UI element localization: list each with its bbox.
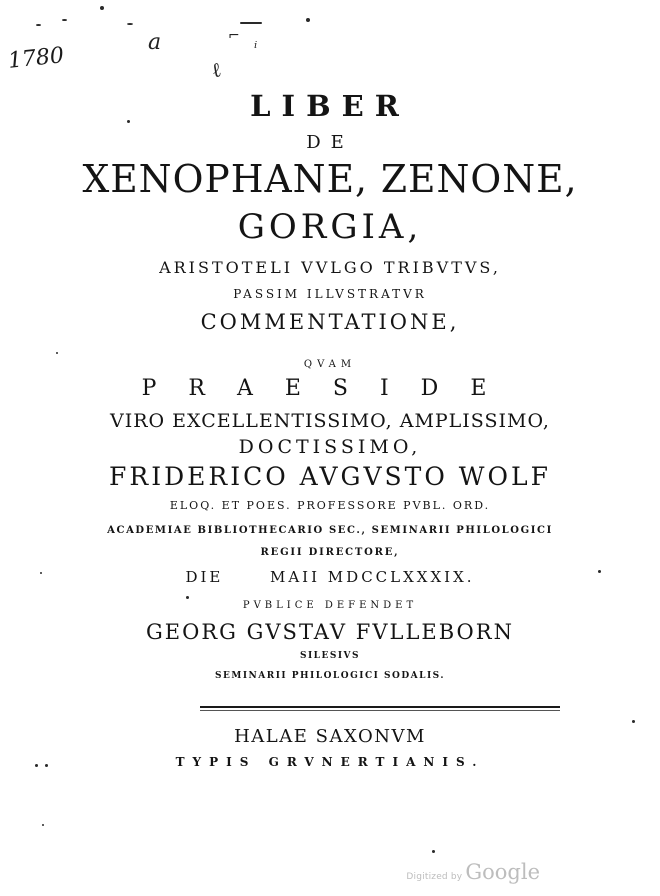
ink-speck bbox=[56, 352, 58, 354]
title-xenophane-zenone: XENOPHANE, ZENONE, bbox=[82, 157, 578, 201]
praeside-line: PRAESIDE bbox=[141, 376, 519, 401]
quam-line: QVAM bbox=[303, 359, 357, 370]
doctissimo-line: DOCTISSIMO, bbox=[238, 436, 422, 458]
ink-speck bbox=[42, 824, 44, 826]
google-logo: Google bbox=[465, 860, 540, 884]
praeses-title-3: REGII DIRECTORE, bbox=[260, 547, 400, 558]
ink-speck bbox=[240, 22, 262, 24]
ink-speck bbox=[306, 18, 310, 22]
praeses-title-2: ACADEMIAE BIBLIOTHECARIO SEC., SEMINARII PHILOLOGICI bbox=[107, 525, 553, 536]
title-liber: LIBER bbox=[250, 89, 410, 123]
title-de: DE bbox=[306, 132, 354, 153]
author-name: GEORG GVSTAV FVLLEBORN bbox=[146, 620, 514, 644]
google-watermark bbox=[406, 860, 540, 884]
ink-speck bbox=[432, 850, 435, 853]
ink-speck bbox=[127, 23, 133, 25]
imprint-printer: TYPIS GRVNERTIANIS. bbox=[175, 755, 485, 769]
viro-line: VIRO EXCELLENTISSIMO, AMPLISSIMO, bbox=[110, 410, 550, 432]
ink-speck bbox=[62, 19, 67, 21]
handwritten-mark: ⁱ bbox=[254, 38, 258, 57]
handwritten-mark: ℓ bbox=[207, 57, 225, 83]
publice-defendet: PVBLICE DEFENDET bbox=[242, 600, 418, 611]
ink-speck bbox=[186, 596, 189, 599]
title-gorgia: GORGIA, bbox=[237, 207, 423, 247]
title-passim: PASSIM ILLVSTRATVR bbox=[233, 287, 427, 301]
ink-speck bbox=[100, 6, 104, 10]
imprint-place: HALAE SAXONVM bbox=[234, 726, 426, 747]
title-commentatione: COMMENTATIONE, bbox=[200, 310, 460, 334]
divider-rule bbox=[200, 706, 560, 708]
handwritten-mark: a bbox=[148, 30, 162, 55]
ink-speck bbox=[36, 24, 41, 26]
handwritten-shelf-mark: 1780 bbox=[6, 43, 66, 74]
praeses-name: FRIDERICO AVGVSTO WOLF bbox=[109, 462, 551, 491]
divider-rule-thin bbox=[200, 710, 560, 711]
author-sodalis: SEMINARII PHILOLOGICI SODALIS. bbox=[215, 671, 445, 681]
author-origin: SILESIVS bbox=[299, 651, 361, 661]
praeses-title-1: ELOQ. ET POES. PROFESSORE PVBL. ORD. bbox=[169, 499, 491, 512]
title-aristoteli: ARISTOTELI VVLGO TRIBVTVS, bbox=[159, 258, 501, 277]
handwritten-mark: ⌐ bbox=[228, 28, 240, 44]
date-line: DIE MAII MDCCLXXXIX. bbox=[185, 568, 475, 586]
ink-speck bbox=[632, 720, 635, 723]
digitized-by-label: Digitized by bbox=[406, 872, 463, 882]
